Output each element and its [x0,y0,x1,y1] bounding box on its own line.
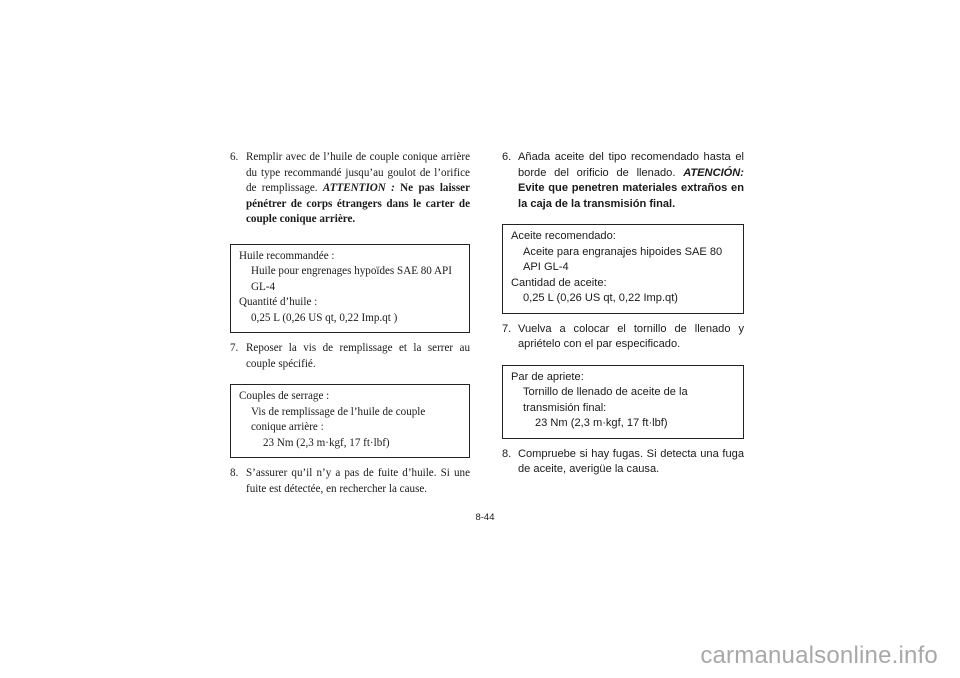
es-oil-quantity-value: 0,25 L (0,26 US qt, 0,22 Imp.qt) [523,292,678,304]
es-oil-spec-box [502,224,744,314]
fr-torque-value: 23 Nm (2,3 m·kgf, 17 ft·lbf) [263,436,390,449]
fr-attention-text: Ne pas laisser pénétrer de corps étrangers dans le carter de couple conique arrière. [246,182,471,225]
fr-step-6-number: 6. [230,151,239,163]
fr-torque-label: Couples de serrage : [239,390,330,402]
es-torque-spec-box [502,365,744,439]
fr-step-6 [230,150,470,228]
es-step-7-number: 7. [502,322,512,335]
fr-step-7-number: 7. [230,342,239,354]
french-column [230,150,470,497]
fr-step-8-number: 8. [230,467,239,479]
es-attention-label: ATENCIÓN: [683,166,744,179]
es-recommended-oil-label: Aceite recomendado: [511,230,616,242]
fr-oil-spec-box [230,244,470,334]
es-torque-item: Tornillo de llenado de aceite de la transmisión final: [523,386,688,414]
page-number: 8-44 [475,512,495,523]
fr-step-6-text: Remplir avec de l’huile de couple conique arrière du type recommandé jusqu’au goulot de l’orifice de remplissage. [246,151,470,194]
es-torque-label: Par de apriete: [511,370,584,383]
fr-torque-spec-box [230,384,470,458]
fr-oil-quantity-label: Quantité d’huile : [239,296,318,308]
es-attention-text: Evite que penetren materiales extraños en la caja de la transmisión final. [518,182,744,210]
es-step-7-text: Vuelva a colocar el tornillo de llenado y apriételo con el par especificado. [518,322,744,350]
watermark-text: carmanualsonline.info [700,642,938,669]
fr-recommended-oil-value: Huile pour engrenages hypoïdes SAE 80 API GL-4 [251,265,452,293]
fr-oil-quantity-value: 0,25 L (0,26 US qt, 0,22 Imp.qt ) [251,311,398,324]
es-recommended-oil-value: Aceite para engranajes hipoides SAE 80 API GL-4 [523,245,723,273]
fr-step-8-text: S’assurer qu’il n’y a pas de fuite d’huile. Si une fuite est détectée, en rechercher la cause. [246,467,470,495]
fr-step-7 [230,341,470,372]
fr-recommended-oil-label: Huile recommandée : [239,249,335,262]
fr-torque-item: Vis de remplissage de l’huile de couple conique arrière : [251,405,426,433]
es-step-8-text: Compruebe si hay fugas. Si detecta una fuga de aceite, averigüe la causa. [518,447,744,475]
fr-step-8 [230,466,470,497]
es-step-6-number: 6. [502,151,512,163]
fr-step-7-text: Reposer la vis de remplissage et la serrer au couple spécifié. [246,342,470,370]
es-oil-quantity-label: Cantidad de aceite: [511,276,607,289]
es-torque-value: 23 Nm (2,3 m·kgf, 17 ft·lbf) [535,417,668,429]
spanish-column [502,150,744,478]
es-step-7 [502,322,744,353]
es-step-8 [502,447,744,478]
es-step-6-text: Añada aceite del tipo recomendado hasta el borde del orificio de llenado. [518,151,744,179]
fr-attention-label: ATTENTION : [322,182,395,194]
es-step-6 [502,150,744,212]
es-step-8-number: 8. [502,447,512,460]
